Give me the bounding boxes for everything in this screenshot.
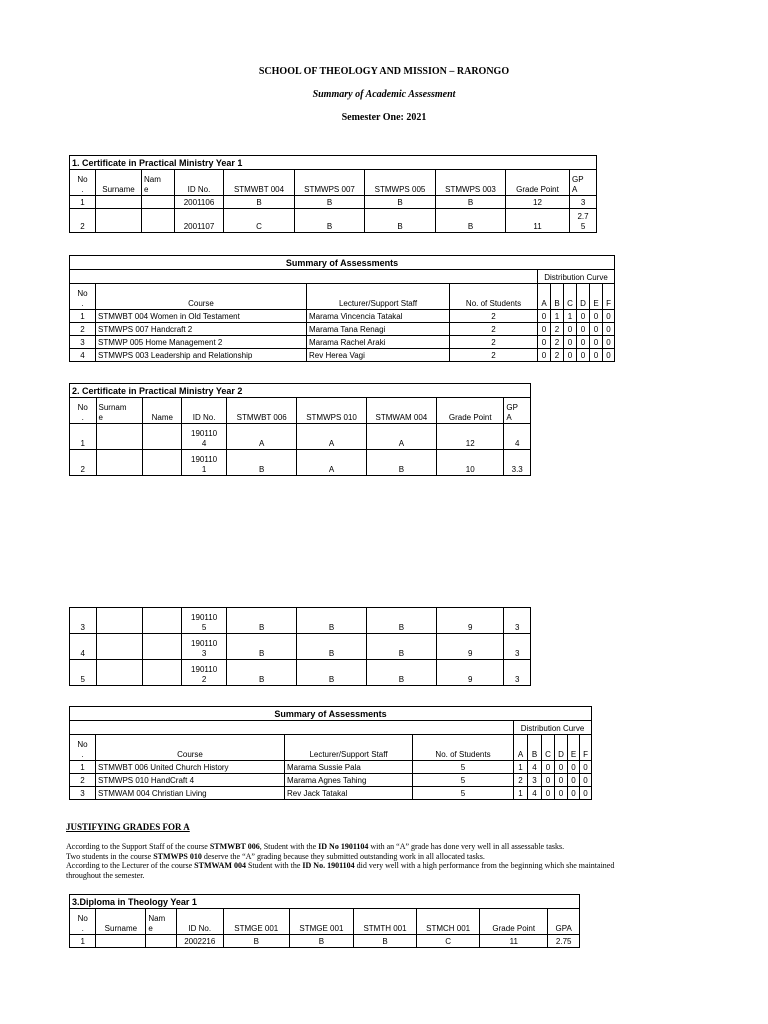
- cell-course: STMWP 005 Home Management 2: [96, 336, 307, 349]
- cell-students: 2: [450, 310, 538, 323]
- col-header-gpa: GP A: [570, 170, 597, 196]
- cell-surname: [96, 935, 146, 948]
- col-header-id: ID No.: [182, 398, 227, 424]
- school-title: SCHOOL OF THEOLOGY AND MISSION – RARONGO: [258, 66, 510, 77]
- justify-line-2: Two students in the course STMWPS 010 deserve the “A” grading because they submitted outstanding work in all allocated tasks.: [66, 851, 485, 861]
- cell-students: 5: [413, 774, 514, 787]
- cell-grade: B: [366, 608, 436, 634]
- cell-gpa: 2.7 5: [570, 209, 597, 233]
- col-header-grade-d: D: [577, 284, 590, 310]
- table-row: [70, 349, 615, 362]
- cell-dist: 0: [555, 774, 568, 787]
- col-header-grade-point: Grade Point: [480, 909, 548, 935]
- col-header-grade-point: Grade Point: [506, 170, 570, 196]
- cell-no: 3: [70, 336, 96, 349]
- col-header-course: STMWBT 006: [227, 398, 297, 424]
- cell-course: STMWBT 004 Women in Old Testament: [96, 310, 307, 323]
- col-header-surname: Surname: [96, 909, 146, 935]
- cell-no: 4: [70, 349, 96, 362]
- cell-surname: [96, 608, 143, 634]
- cell-grade: A: [227, 424, 297, 450]
- table-row: [70, 424, 531, 450]
- col-header-course: STMWAM 004: [366, 398, 436, 424]
- cell-lecturer: Rev Jack Tatakal: [285, 787, 413, 800]
- table-cert-year1: [69, 155, 597, 233]
- cell-grade: B: [366, 450, 436, 476]
- cell-dist: 0: [590, 349, 603, 362]
- cell-surname: [96, 196, 142, 209]
- col-header-course: STMGE 001: [289, 909, 353, 935]
- cell-dist: 4: [528, 761, 542, 774]
- semester-label: Semester One: 2021: [341, 112, 427, 123]
- table-row: [70, 450, 531, 476]
- cell-grade: C: [417, 935, 480, 948]
- cell-dist: 0: [564, 323, 577, 336]
- distribution-curve-label: Distribution Curve: [514, 721, 592, 735]
- col-header-course: Course: [96, 284, 307, 310]
- cell-dist: 0: [538, 336, 551, 349]
- col-header-grade-c: C: [564, 284, 577, 310]
- col-header-no: No .: [70, 284, 96, 310]
- cell-no: 2: [70, 323, 96, 336]
- cell-dist: 0: [603, 323, 615, 336]
- justify-paragraph: [66, 842, 706, 880]
- cell-course: STMWBT 006 United Church History: [96, 761, 285, 774]
- cell-grade: B: [366, 634, 436, 660]
- cell-name: [143, 424, 182, 450]
- cell-grade: B: [223, 935, 289, 948]
- cell-grade-point: 12: [506, 196, 570, 209]
- cell-name: [146, 935, 177, 948]
- cell-surname: [96, 424, 143, 450]
- cell-grade: C: [224, 209, 295, 233]
- col-header-name: Nam e: [146, 909, 177, 935]
- col-header-grade-b: B: [528, 735, 542, 761]
- cell-dist: 0: [577, 310, 590, 323]
- cell-dist: 0: [580, 774, 592, 787]
- col-header-grade-a: A: [538, 284, 551, 310]
- table-row: [70, 935, 580, 948]
- cell-course: STMWPS 010 HandCraft 4: [96, 774, 285, 787]
- cell-dist: 0: [603, 336, 615, 349]
- col-header-id: ID No.: [176, 909, 223, 935]
- cell-dist: 0: [542, 761, 555, 774]
- cell-students: 2: [450, 349, 538, 362]
- report-subtitle: Summary of Academic Assessment: [312, 89, 456, 100]
- col-header-grade-d: D: [555, 735, 568, 761]
- cell-id: 190110 1: [182, 450, 227, 476]
- cell-no: 3: [70, 608, 97, 634]
- cell-lecturer: Marama Agnes Tahing: [285, 774, 413, 787]
- col-header-course: STMCH 001: [417, 909, 480, 935]
- cell-dist: 0: [564, 349, 577, 362]
- table-diploma-year1: [69, 894, 580, 948]
- table-cert-year2-continued: [69, 607, 531, 686]
- cell-students: 2: [450, 336, 538, 349]
- cell-id: 2001107: [175, 209, 224, 233]
- summary-title: Summary of Assessments: [70, 707, 592, 721]
- col-header-grade-b: B: [551, 284, 564, 310]
- cell-grade: B: [227, 660, 297, 686]
- justify-line-3: According to the Lecturer of the course STMWAM 004 Student with the ID No. 1901104 did very well with a high performance from the beginning which she maintained: [66, 861, 615, 870]
- justify-line-4: throughout the semester.: [66, 870, 145, 880]
- cell-dist: 2: [551, 336, 564, 349]
- table-row: [70, 634, 531, 660]
- cell-no: 1: [70, 196, 96, 209]
- cell-dist: 2: [551, 323, 564, 336]
- cell-grade: B: [436, 196, 506, 209]
- cell-dist: 0: [538, 310, 551, 323]
- cell-name: [143, 608, 182, 634]
- cell-dist: 3: [528, 774, 542, 787]
- cell-grade: B: [295, 196, 365, 209]
- cell-dist: 0: [564, 336, 577, 349]
- cell-dist: 0: [590, 336, 603, 349]
- cell-name: [143, 660, 182, 686]
- cell-lecturer: Marama Sussie Pala: [285, 761, 413, 774]
- cell-name: [143, 634, 182, 660]
- cell-grade: B: [227, 634, 297, 660]
- cell-no: 3: [70, 787, 96, 800]
- cell-grade: B: [224, 196, 295, 209]
- cell-grade-point: 12: [437, 424, 504, 450]
- cell-dist: 0: [590, 323, 603, 336]
- col-header-grade-f: F: [603, 284, 615, 310]
- col-header-surname: Surnam e: [96, 398, 143, 424]
- table-title: 3.Diploma in Theology Year 1: [70, 895, 580, 909]
- col-header-course: STMGE 001: [223, 909, 289, 935]
- cell-grade: A: [297, 424, 366, 450]
- cell-no: 1: [70, 310, 96, 323]
- cell-dist: 0: [580, 761, 592, 774]
- cell-grade: B: [227, 450, 297, 476]
- cell-dist: 0: [603, 310, 615, 323]
- cell-grade: A: [366, 424, 436, 450]
- cell-grade-point: 11: [480, 935, 548, 948]
- cell-gpa: 3.3: [504, 450, 531, 476]
- summary-table-year2: [69, 706, 592, 800]
- summary-table-year1: [69, 255, 615, 362]
- cell-students: 2: [450, 323, 538, 336]
- col-header-course: Course: [96, 735, 285, 761]
- table-row: [70, 196, 597, 209]
- cell-surname: [96, 660, 143, 686]
- cell-id: 190110 3: [182, 634, 227, 660]
- cell-course: STMWPS 003 Leadership and Relationship: [96, 349, 307, 362]
- cell-grade: B: [353, 935, 416, 948]
- table-row: [70, 336, 615, 349]
- table-title: 2. Certificate in Practical Ministry Year 2: [70, 384, 531, 398]
- cell-dist: 0: [577, 323, 590, 336]
- col-header-grade-e: E: [590, 284, 603, 310]
- cell-id: 190110 5: [182, 608, 227, 634]
- col-header-course: STMWBT 004: [224, 170, 295, 196]
- cell-no: 1: [70, 424, 97, 450]
- cell-surname: [96, 209, 142, 233]
- col-header-name: Nam e: [142, 170, 175, 196]
- cell-dist: 0: [603, 349, 615, 362]
- col-header-grade-f: F: [580, 735, 592, 761]
- cell-dist: 0: [580, 787, 592, 800]
- col-header-no: No .: [70, 170, 96, 196]
- col-header-grade-point: Grade Point: [437, 398, 504, 424]
- col-header-id: ID No.: [175, 170, 224, 196]
- cell-name: [142, 196, 175, 209]
- cell-no: 2: [70, 774, 96, 787]
- cell-name: [143, 450, 182, 476]
- cell-grade: A: [297, 450, 366, 476]
- cell-lecturer: Marama Tana Renagi: [307, 323, 450, 336]
- col-header-course: STMWPS 010: [297, 398, 366, 424]
- table-row: [70, 608, 531, 634]
- cell-name: [142, 209, 175, 233]
- cell-id: 190110 4: [182, 424, 227, 450]
- cell-dist: 2: [514, 774, 528, 787]
- col-header-course: STMWPS 007: [295, 170, 365, 196]
- cell-lecturer: Marama Rachel Araki: [307, 336, 450, 349]
- col-header-no: No .: [70, 735, 96, 761]
- spacer-cell: [70, 721, 514, 735]
- table-row: [70, 787, 592, 800]
- table-row: [70, 209, 597, 233]
- cell-course: STMWAM 004 Christian Living: [96, 787, 285, 800]
- col-header-grade-c: C: [542, 735, 555, 761]
- table-row: [70, 310, 615, 323]
- cell-dist: 1: [551, 310, 564, 323]
- cell-dist: 2: [551, 349, 564, 362]
- cell-dist: 0: [568, 787, 580, 800]
- cell-no: 1: [70, 761, 96, 774]
- col-header-surname: Surname: [96, 170, 142, 196]
- col-header-no: No .: [70, 398, 97, 424]
- cell-surname: [96, 450, 143, 476]
- cell-gpa: 4: [504, 424, 531, 450]
- cell-lecturer: Marama Vincencia Tatakal: [307, 310, 450, 323]
- cell-dist: 1: [514, 761, 528, 774]
- summary-title: Summary of Assessments: [70, 256, 615, 270]
- col-header-grade-e: E: [568, 735, 580, 761]
- cell-grade: B: [297, 660, 366, 686]
- col-header-lecturer: Lecturer/Support Staff: [307, 284, 450, 310]
- cell-grade-point: 9: [437, 634, 504, 660]
- cell-grade-point: 9: [437, 660, 504, 686]
- cell-no: 4: [70, 634, 97, 660]
- col-header-students: No. of Students: [413, 735, 514, 761]
- cell-dist: 0: [542, 774, 555, 787]
- col-header-course: STMWPS 005: [365, 170, 436, 196]
- cell-dist: 0: [577, 349, 590, 362]
- cell-grade: B: [297, 634, 366, 660]
- col-header-gpa: GPA: [548, 909, 580, 935]
- col-header-grade-a: A: [514, 735, 528, 761]
- table-row: [70, 761, 592, 774]
- cell-grade: B: [227, 608, 297, 634]
- cell-dist: 4: [528, 787, 542, 800]
- col-header-gpa: GP A: [504, 398, 531, 424]
- cell-no: 2: [70, 450, 97, 476]
- table-title: 1. Certificate in Practical Ministry Year 1: [70, 156, 597, 170]
- cell-dist: 0: [568, 774, 580, 787]
- col-header-name: Name: [143, 398, 182, 424]
- cell-gpa: 3: [504, 608, 531, 634]
- cell-dist: 0: [538, 323, 551, 336]
- cell-id: 2002216: [176, 935, 223, 948]
- cell-no: 1: [70, 935, 96, 948]
- cell-course: STMWPS 007 Handcraft 2: [96, 323, 307, 336]
- cell-gpa: 3: [504, 634, 531, 660]
- table-row: [70, 323, 615, 336]
- cell-grade: B: [297, 608, 366, 634]
- col-header-course: STMTH 001: [353, 909, 416, 935]
- table-row: [70, 774, 592, 787]
- table-row: [70, 660, 531, 686]
- cell-gpa: 2.75: [548, 935, 580, 948]
- cell-dist: 1: [564, 310, 577, 323]
- table-cert-year2: [69, 383, 531, 476]
- cell-grade: B: [289, 935, 353, 948]
- cell-no: 2: [70, 209, 96, 233]
- cell-students: 5: [413, 787, 514, 800]
- cell-grade-point: 11: [506, 209, 570, 233]
- cell-dist: 0: [555, 761, 568, 774]
- cell-grade: B: [366, 660, 436, 686]
- cell-dist: 0: [542, 787, 555, 800]
- cell-grade: B: [365, 196, 436, 209]
- col-header-course: STMWPS 003: [436, 170, 506, 196]
- cell-dist: 0: [577, 336, 590, 349]
- distribution-curve-label: Distribution Curve: [538, 270, 615, 284]
- cell-dist: 0: [555, 787, 568, 800]
- cell-surname: [96, 634, 143, 660]
- justify-heading: JUSTIFYING GRADES FOR A: [66, 822, 190, 832]
- cell-gpa: 3: [504, 660, 531, 686]
- spacer-cell: [70, 270, 538, 284]
- cell-id: 2001106: [175, 196, 224, 209]
- cell-dist: 0: [590, 310, 603, 323]
- cell-grade: B: [365, 209, 436, 233]
- cell-lecturer: Rev Herea Vagi: [307, 349, 450, 362]
- justify-line-1: According to the Support Staff of the course STMWBT 006, Student with the ID No 1901104 with an “A” grade has done very well in all assessable tasks.: [66, 842, 565, 851]
- cell-no: 5: [70, 660, 97, 686]
- cell-dist: 1: [514, 787, 528, 800]
- cell-id: 190110 2: [182, 660, 227, 686]
- cell-dist: 0: [568, 761, 580, 774]
- cell-grade-point: 9: [437, 608, 504, 634]
- col-header-lecturer: Lecturer/Support Staff: [285, 735, 413, 761]
- cell-dist: 0: [538, 349, 551, 362]
- col-header-no: No .: [70, 909, 96, 935]
- cell-grade-point: 10: [437, 450, 504, 476]
- cell-students: 5: [413, 761, 514, 774]
- cell-grade: B: [295, 209, 365, 233]
- col-header-students: No. of Students: [450, 284, 538, 310]
- cell-gpa: 3: [570, 196, 597, 209]
- cell-grade: B: [436, 209, 506, 233]
